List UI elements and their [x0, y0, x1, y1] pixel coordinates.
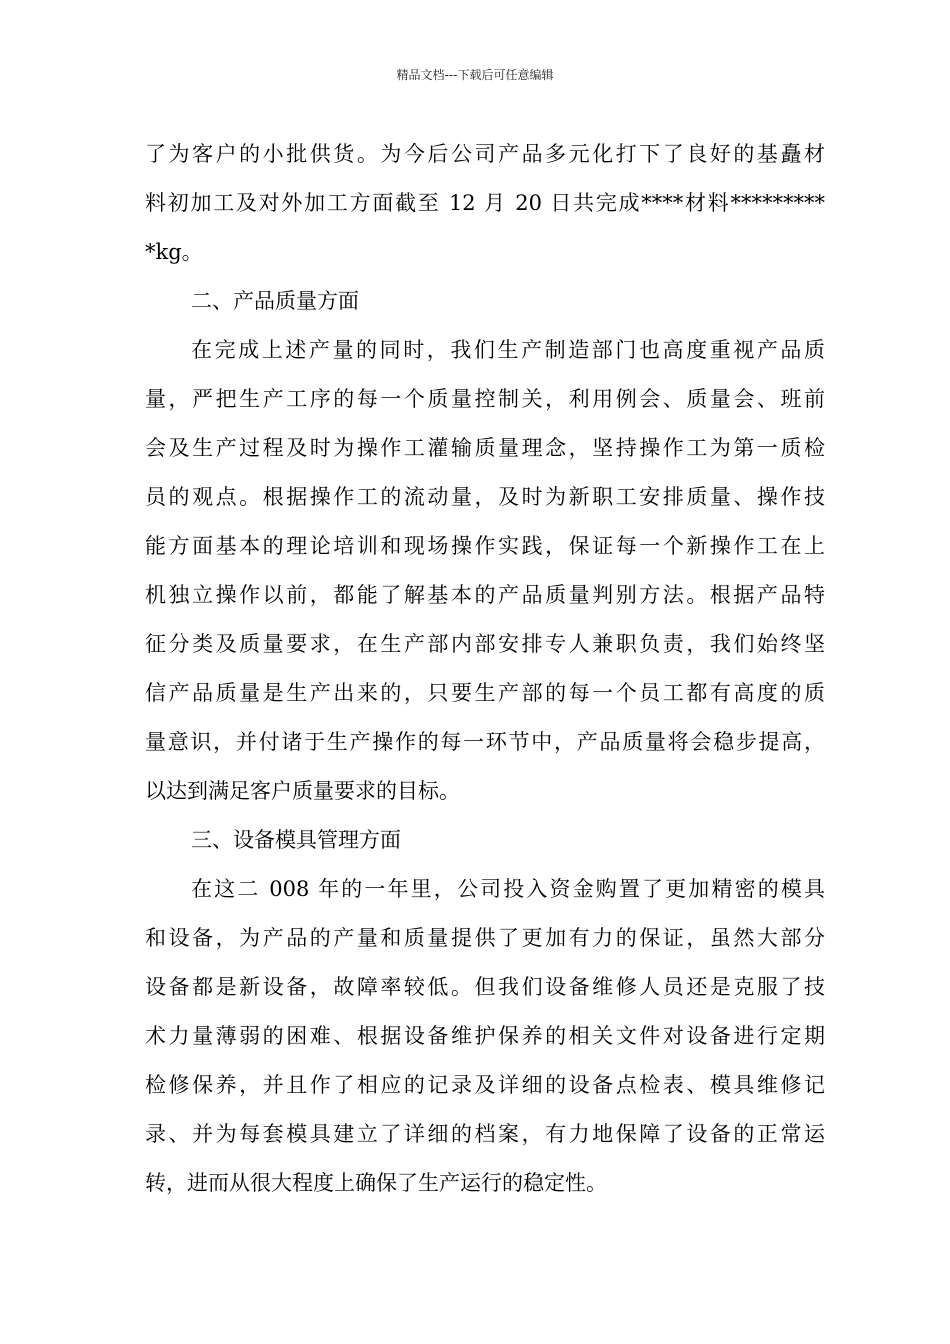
page-header: 精品文档---下载后可任意编辑 — [396, 68, 554, 82]
text-line: 在完成上述产量的同时，我们生产制造部门也高度重视产品质 — [191, 338, 825, 362]
text-line: 检修保养，并且作了相应的记录及详细的设备点检表、模具维修记 — [145, 1073, 825, 1097]
text-line: 和设备，为产品的产量和质量提供了更加有力的保证，虽然大部分 — [145, 926, 825, 950]
text-line: 量，严把生产工序的每一个质量控制关，利用例会、质量会、班前 — [145, 387, 825, 411]
text-line: 征分类及质量要求，在生产部内部安排专人兼职负责，我们始终坚 — [145, 632, 825, 656]
text-line: 料初加工及对外加工方面截至 12 月 20 日共完成****材料********* — [145, 191, 825, 215]
text-line: 能方面基本的理论培训和现场操作实践，保证每一个新操作工在上 — [145, 534, 825, 558]
text-line: 会及生产过程及时为操作工灌输质量理念，坚持操作工为第一质检 — [145, 436, 825, 460]
text-line: 量意识，并付诸于生产操作的每一环节中，产品质量将会稳步提高， — [145, 730, 825, 754]
text-line: 在这二 008 年的一年里，公司投入资金购置了更加精密的模具 — [191, 877, 825, 901]
text-line: 设备都是新设备，故障率较低。但我们设备维修人员还是克服了技 — [145, 975, 825, 999]
text-line: *kg。 — [145, 240, 203, 264]
text-line: 录、并为每套模具建立了详细的档案，有力地保障了设备的正常运 — [145, 1122, 825, 1146]
text-line: 以达到满足客户质量要求的目标。 — [145, 779, 460, 803]
document-body — [145, 130, 825, 1208]
text-line: 了为客户的小批供货。为今后公司产品多元化打下了良好的基矗材 — [145, 142, 825, 166]
section-heading-equipment: 三、设备模具管理方面 — [191, 828, 401, 852]
section-heading-quality: 二、产品质量方面 — [191, 289, 359, 313]
text-line: 术力量薄弱的困难、根据设备维护保养的相关文件对设备进行定期 — [145, 1024, 825, 1048]
text-line: 转，进而从很大程度上确保了生产运行的稳定性。 — [145, 1171, 607, 1195]
text-line: 信产品质量是生产出来的，只要生产部的每一个员工都有高度的质 — [145, 681, 825, 705]
text-line: 员的观点。根据操作工的流动量，及时为新职工安排质量、操作技 — [145, 485, 825, 509]
text-line: 机独立操作以前，都能了解基本的产品质量判别方法。根据产品特 — [145, 583, 825, 607]
